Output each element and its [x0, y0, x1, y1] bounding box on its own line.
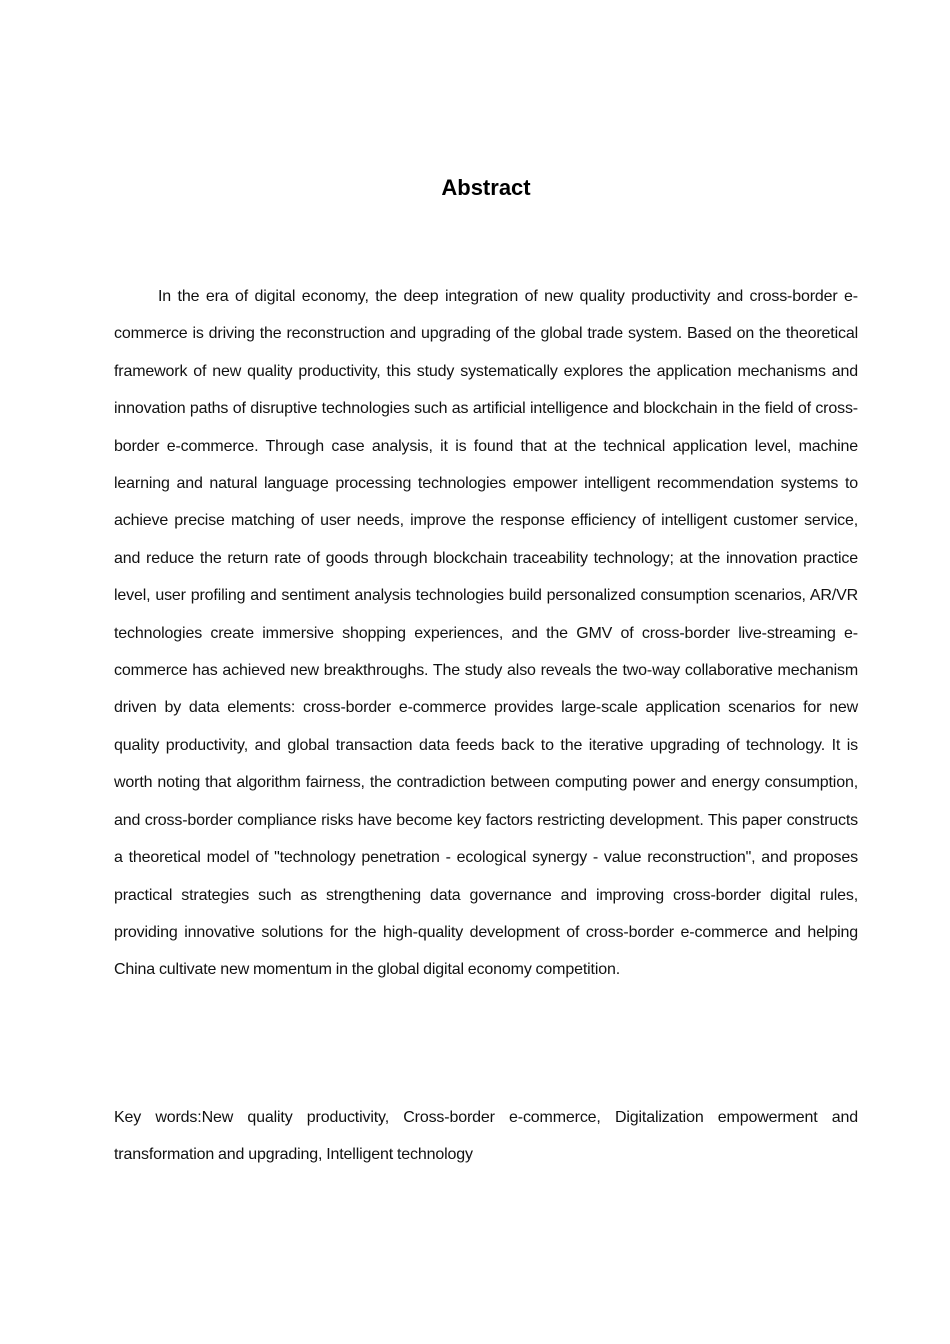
- abstract-title: Abstract: [441, 175, 531, 200]
- abstract-paragraph: In the era of digital economy, the deep integration of new quality productivity and cross-border e-commerce is driving the reconstruction and upgrading of the global trade system. Based on the theoretical framework of new quality productivity, this study systematically explores the application mechanisms and innovation paths of disruptive technologies such as artificial intelligence and blockchain in the field of cross-border e-commerce. Through case analysis, it is found that at the technical application level, machine learning and natural language processing technologies empower intelligent recommendation systems to achieve precise matching of user needs, improve the response efficiency of intelligent customer service, and reduce the return rate of goods through blockchain traceability technology; at the innovation practice level, user profiling and sentiment analysis technologies build personalized consumption scenarios, AR/VR technologies create immersive shopping experiences, and the GMV of cross-border live-streaming e-commerce has achieved new breakthroughs. The study also reveals the two-way collaborative mechanism driven by data elements: cross-border e-commerce provides large-scale application scenarios for new quality productivity, and global transaction data feeds back to the iterative upgrading of technology. It is worth noting that algorithm fairness, the contradiction between computing power and energy consumption, and cross-border compliance risks have become key factors restricting development. This paper constructs a theoretical model of "technology penetration - ecological synergy - value reconstruction", and proposes practical strategies such as strengthening data governance and improving cross-border digital rules, providing innovative solutions for the high-quality development of cross-border e-commerce and helping China cultivate new momentum in the global digital economy competition.: [114, 288, 858, 979]
- keywords-line: Key words:New quality productivity, Cross-border e-commerce, Digitalization empowerment and transformation and upgrading, Intelligent technology: [114, 1109, 858, 1164]
